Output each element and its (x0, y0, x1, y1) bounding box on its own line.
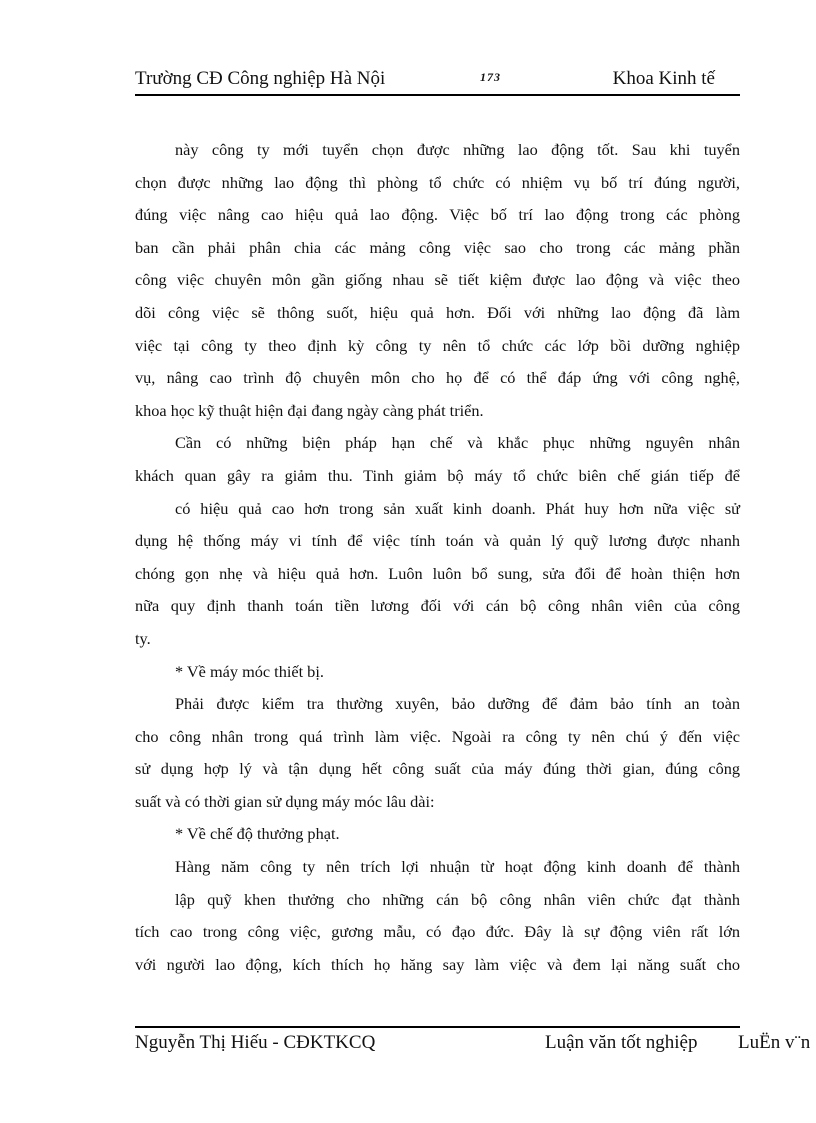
section-heading: * Về máy móc thiết bị. (175, 661, 324, 681)
document-body (135, 134, 740, 981)
body-line: tích cao trong công việc, gương mẫu, có đạo đức. Đây là sự động viên rất lớn (135, 922, 740, 942)
body-line: suất và có thời gian sử dụng máy móc lâu dài: (135, 791, 435, 811)
body-line: vụ, nâng cao trình độ chuyên môn cho họ để có thể đáp ứng với công nghệ, (135, 368, 740, 388)
page-header (135, 68, 740, 94)
body-line: với người lao động, kích thích họ hăng say làm việc và đem lại năng suất cho (135, 954, 740, 974)
body-line: sử dụng hợp lý và tận dụng hết công suất của máy đúng thời gian, đúng công (135, 759, 740, 779)
body-line: việc tại công ty theo định kỳ công ty nên tổ chức các lớp bồi dưỡng nghiệp (135, 335, 740, 355)
author-name: Nguyễn Thị Hiếu - CĐKTKCQ (135, 1032, 376, 1053)
body-line: dõi công việc sẽ thông suốt, hiệu quả hơn. Đối với những lao động đã làm (135, 302, 740, 322)
body-line: Cần có những biện pháp hạn chế và khắc phục những nguyên nhân (175, 433, 740, 453)
header-rule (135, 94, 740, 96)
body-line: khoa học kỹ thuật hiện đại đang ngày càng phát triển. (135, 400, 484, 420)
body-line: công việc chuyên môn gần giống nhau sẽ tiết kiệm được lao động và việc theo (135, 270, 740, 290)
body-line: cho công nhân trong quá trình làm việc. Ngoài ra công ty nên chú ý đến việc (135, 726, 740, 746)
body-line: đúng việc nâng cao hiệu quả lao động. Việc bố trí lao động trong các phòng (135, 205, 740, 225)
body-line: ty. (135, 628, 151, 648)
body-line: lập quỹ khen thưởng cho những cán bộ công nhân viên chức đạt thành (175, 889, 740, 909)
document-type: Luận văn tốt nghiệp (545, 1032, 698, 1053)
footer-rule (135, 1026, 740, 1028)
page-number: 173 (480, 70, 501, 84)
body-line: Phải được kiểm tra thường xuyên, bảo dưỡng để đảm bảo tính an toàn (175, 694, 740, 714)
body-line: chóng gọn nhẹ và hiệu quả hơn. Luôn luôn bổ sung, sửa đổi để hoàn thiện hơn (135, 563, 740, 583)
body-line: Hàng năm công ty nên trích lợi nhuận từ hoạt động kinh doanh để thành (175, 857, 740, 877)
school-name: Trường CĐ Công nghiệp Hà Nội (135, 68, 386, 89)
body-line: dụng hệ thống máy vi tính để việc tính toán và quản lý quỹ lương được nhanh (135, 531, 740, 551)
watermark-text: LuËn v¨n (738, 1032, 811, 1053)
body-line: khách quan gây ra giảm thu. Tinh giảm bộ máy tổ chức biên chế gián tiếp để (135, 465, 740, 485)
section-heading: * Về chế độ thưởng phạt. (175, 824, 340, 844)
body-line: ban cần phải phân chia các mảng công việc sao cho trong các mảng phần (135, 237, 740, 257)
body-line: chọn được những lao động thì phòng tổ chức có nhiệm vụ bố trí đúng người, (135, 172, 740, 192)
body-line: có hiệu quả cao hơn trong sản xuất kinh doanh. Phát huy hơn nữa việc sử (175, 498, 740, 518)
page-footer (135, 1032, 816, 1056)
department-name: Khoa Kinh tế (612, 68, 715, 89)
body-line: này công ty mới tuyển chọn được những lao động tốt. Sau khi tuyển (175, 140, 740, 159)
body-line: nữa quy định thanh toán tiền lương đối với cán bộ công nhân viên của công (135, 596, 740, 616)
